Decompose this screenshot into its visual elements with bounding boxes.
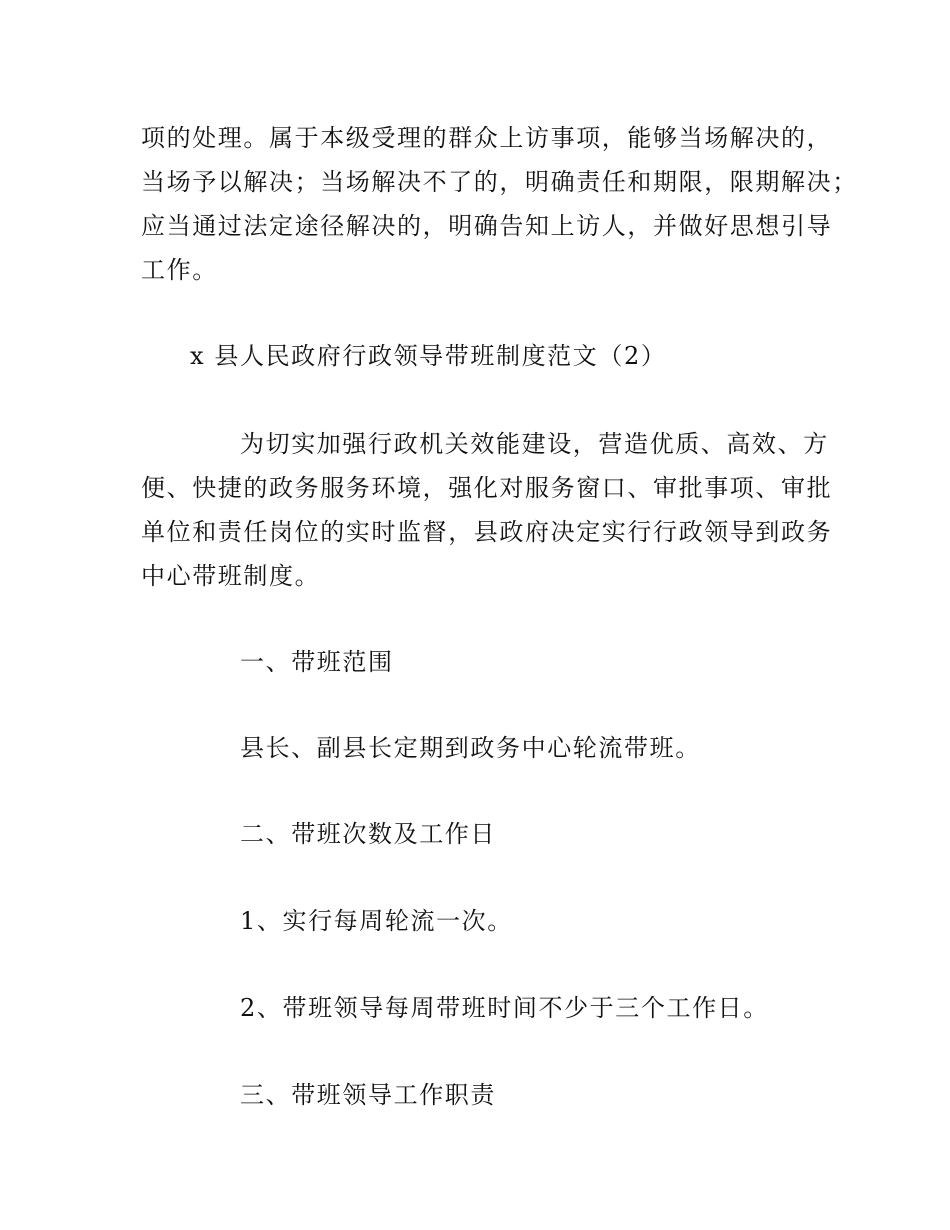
list-item: 1、实行每周轮流一次。 [240,907,513,935]
paragraph-line: 当场予以解决；当场解决不了的，明确责任和期限，限期解决； [141,168,858,196]
section-text: 县长、副县长定期到政务中心轮流带班。 [240,734,701,762]
section-heading: 二、带班次数及工作日 [240,820,496,848]
paragraph-line: 为切实加强行政机关效能建设，营造优质、高效、方 [240,430,829,458]
paragraph-line: 便、快捷的政务服务环境，强化对服务窗口、审批事项、审批 [141,474,833,502]
section-heading: 一、带班范围 [240,648,394,676]
paragraph-line: 应当通过法定途径解决的，明确告知上访人，并做好思想引导 [141,212,833,240]
list-item: 2、带班领导每周带班时间不少于三个工作日。 [240,994,769,1022]
paragraph-line: 项的处理。属于本级受理的群众上访事项，能够当场解决的， [141,124,833,152]
paragraph-line: 工作。 [141,256,218,284]
section-heading: 三、带班领导工作职责 [240,1081,496,1109]
paragraph-line: 单位和责任岗位的实时监督，县政府决定实行行政领导到政务 [141,518,833,546]
document-title: x 县人民政府行政领导带班制度范文（2） [190,342,667,370]
paragraph-line: 中心带班制度。 [141,562,321,590]
